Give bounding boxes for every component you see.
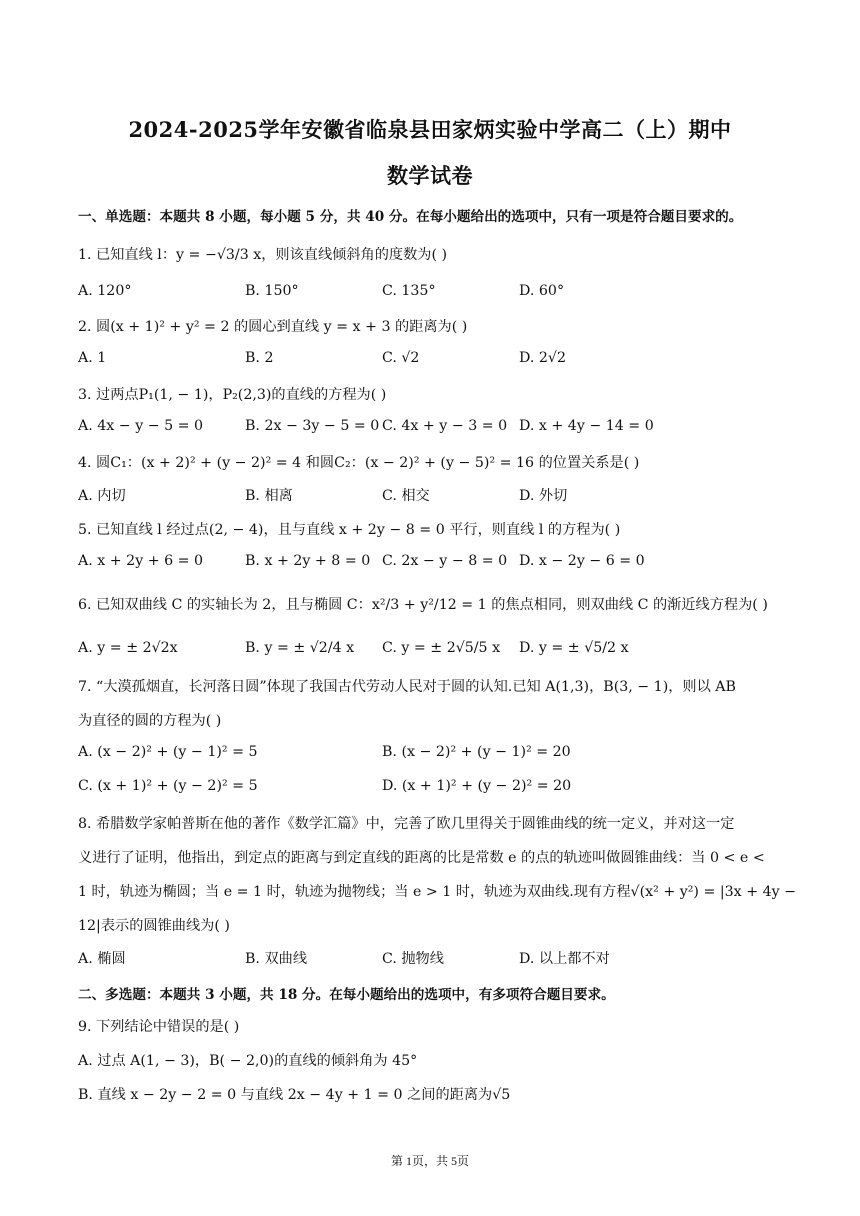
q5-option-c: C. 2x − y − 8 = 0 (382, 553, 508, 569)
q5-option-d: D. x − 2y − 6 = 0 (519, 553, 645, 569)
question-3-stem: 3. 过两点P₁(1, − 1)，P₂(2,3)的直线的方程为( ) (78, 387, 387, 403)
q3-option-d: D. x + 4y − 14 = 0 (519, 418, 654, 434)
q5-option-a: A. x + 2y + 6 = 0 (78, 553, 204, 569)
q8-option-d: D. 以上都不对 (519, 951, 610, 967)
question-8-stem-line3: 1 时，轨迹为椭圆；当 e = 1 时，轨迹为抛物线；当 e > 1 时，轨迹为双曲线.现有方程√(x² + y²) = |3x + 4y − (78, 884, 797, 900)
q8-option-b: B. 双曲线 (245, 951, 308, 967)
q7-option-a: A. (x − 2)² + (y − 1)² = 5 (78, 744, 258, 760)
question-8-stem-line2: 义进行了证明，他指出，到定点的距离与到定直线的距离的比是常数 e 的点的轨迹叫做圆锥曲线：当 0 < e < (78, 850, 765, 866)
question-4-stem: 4. 圆C₁：(x + 2)² + (y − 2)² = 4 和圆C₂：(x − 2)² + (y − 5)² = 16 的位置关系是( ) (78, 455, 640, 471)
question-6-stem: 6. 已知双曲线 C 的实轴长为 2，且与椭圆 C：x²/3 + y²/12 = 1 的焦点相同，则双曲线 C 的渐近线方程为( ) (78, 597, 768, 613)
question-8-stem-line4: 12|表示的圆锥曲线为( ) (78, 918, 230, 934)
q5-option-b: B. x + 2y + 8 = 0 (245, 553, 371, 569)
q2-option-b: B. 2 (245, 350, 274, 366)
q8-option-c: C. 抛物线 (382, 951, 444, 967)
q9-option-a: A. 过点 A(1, − 3)，B( − 2,0)的直线的倾斜角为 45° (78, 1053, 418, 1069)
q6-option-d: D. y = ± √5/2 x (519, 640, 629, 656)
q6-option-c: C. y = ± 2√5/5 x (382, 640, 501, 656)
q4-option-d: D. 外切 (519, 488, 568, 504)
question-2-stem: 2. 圆(x + 1)² + y² = 2 的圆心到直线 y = x + 3 的距离为( ) (78, 319, 468, 335)
section-single-choice: 一、单选题：本题共 8 小题，每小题 5 分，共 40 分。在每小题给出的选项中，只有一项是符合题目要求的。 (78, 209, 743, 225)
q7-option-c: C. (x + 1)² + (y − 2)² = 5 (78, 778, 258, 794)
q3-option-a: A. 4x − y − 5 = 0 (78, 418, 204, 434)
q7-option-b: B. (x − 2)² + (y − 1)² = 20 (382, 744, 571, 760)
q8-option-a: A. 椭圆 (78, 951, 126, 967)
question-7-stem: 7. “大漠孤烟直，长河落日圆”体现了我国古代劳动人民对于圆的认知.已知 A(1,3)，B(3, − 1)，则以 AB (78, 679, 736, 695)
q4-option-b: B. 相离 (245, 488, 293, 504)
q4-option-c: C. 相交 (382, 488, 430, 504)
exam-title: 2024-2025学年安徽省临泉县田家炳实验中学高二（上）期中 (128, 117, 732, 142)
q6-option-a: A. y = ± 2√2x (78, 640, 178, 656)
q7-option-d: D. (x + 1)² + (y − 2)² = 20 (382, 778, 572, 794)
page-footer: 第 1页，共 5页 (390, 1154, 469, 1168)
question-9-stem: 9. 下列结论中错误的是( ) (78, 1019, 240, 1035)
exam-subtitle: 数学试卷 (387, 163, 473, 188)
question-1-stem: 1. 已知直线 l：y = −√3/3 x，则该直线倾斜角的度数为( ) (78, 247, 448, 263)
q1-option-c: C. 135° (382, 283, 436, 299)
q3-option-c: C. 4x + y − 3 = 0 (382, 418, 508, 434)
q2-option-c: C. √2 (382, 350, 420, 366)
q4-option-a: A. 内切 (78, 488, 126, 504)
q1-option-a: A. 120° (78, 283, 132, 299)
q1-option-d: D. 60° (519, 283, 565, 299)
question-5-stem: 5. 已知直线 l 经过点(2, − 4)，且与直线 x + 2y − 8 = 0 平行，则直线 l 的方程为( ) (78, 522, 621, 538)
q2-option-d: D. 2√2 (519, 350, 566, 366)
question-7-stem-cont: 为直径的圆的方程为( ) (78, 713, 222, 729)
q2-option-a: A. 1 (78, 350, 107, 366)
q9-option-b: B. 直线 x − 2y − 2 = 0 与直线 2x − 4y + 1 = 0 之间的距离为√5 (78, 1087, 511, 1103)
section-multiple-choice: 二、多选题：本题共 3 小题，共 18 分。在每小题给出的选项中，有多项符合题目要求。 (78, 987, 615, 1003)
q3-option-b: B. 2x − 3y − 5 = 0 (245, 418, 380, 434)
q6-option-b: B. y = ± √2/4 x (245, 640, 355, 656)
question-8-stem: 8. 希腊数学家帕普斯在他的著作《数学汇篇》中，完善了欧几里得关于圆锥曲线的统一定义，并对这一定 (78, 816, 735, 832)
q1-option-b: B. 150° (245, 283, 299, 299)
